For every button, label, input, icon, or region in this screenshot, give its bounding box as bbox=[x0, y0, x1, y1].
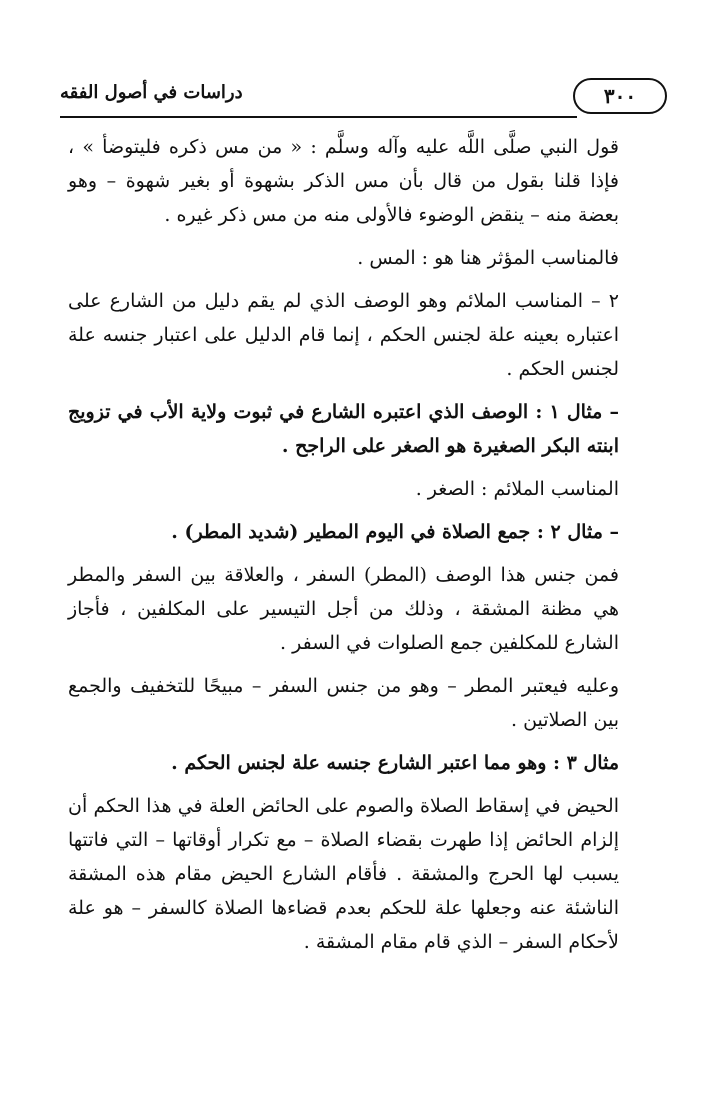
paragraph: الحيض في إسقاط الصلاة والصوم على الحائض العلة في هذا الحكم أن إلزام الحائض إذا طهرت بقضاء الصلاة – مع تكرار أوقاتها – التي فاتتها يسبب لها الحرج والمشقة . فأقام الشارع الحيض مقام هذه المشقة الناشئة عنه وجعلها علة للحكم بعدم قضاءها الصلاة كالسفر – هو علة لأحكام السفر – الذي قام مقام المشقة . bbox=[68, 795, 619, 953]
paragraph: فالمناسب المؤثر هنا هو : المس . bbox=[357, 247, 619, 269]
running-title: دراسات في أصول الفقه bbox=[60, 82, 243, 103]
paragraph: المناسب الملائم : الصغر . bbox=[415, 478, 619, 500]
page-number: ٣٠٠ bbox=[573, 78, 667, 114]
paragraph: قول النبي صلَّى اللَّه عليه وآله وسلَّم : « من مس ذكره فليتوضأ » ، فإذا قلنا بقول من قال بأن مس الذكر بشهوة أو بغير شهوة – وهو بعضة منه – ينقض الوضوء فالأولى منه من مس ذكر غيره . bbox=[68, 136, 619, 226]
page-header bbox=[60, 78, 667, 118]
example-heading: – مثال ٢ : جمع الصلاة في اليوم المطير (شديد المطر) . bbox=[171, 521, 619, 543]
paragraph: ٢ – المناسب الملائم وهو الوصف الذي لم يقم دليل من الشارع على اعتباره بعينه علة لجنس الحكم ، إنما قام الدليل على اعتبار جنسه علة لجنس الحكم . bbox=[68, 290, 619, 380]
example-heading: مثال ٣ : وهو مما اعتبر الشارع جنسه علة لجنس الحكم . bbox=[171, 752, 619, 774]
paragraph: فمن جنس هذا الوصف (المطر) السفر ، والعلاقة بين السفر والمطر هي مظنة المشقة ، وذلك من أجل التيسير على المكلفين ، فأجاز الشارع للمكلفين جمع الصلوات في السفر . bbox=[68, 564, 619, 654]
paragraph: وعليه فيعتبر المطر – وهو من جنس السفر – مبيحًا للتخفيف والجمع بين الصلاتين . bbox=[68, 675, 619, 731]
page-body bbox=[68, 130, 659, 959]
example-heading: – مثال ١ : الوصف الذي اعتبره الشارع في ثبوت ولاية الأب في تزويج ابنته البكر الصغيرة هو الصغر على الراجح . bbox=[68, 401, 619, 457]
header-rule bbox=[60, 116, 577, 118]
